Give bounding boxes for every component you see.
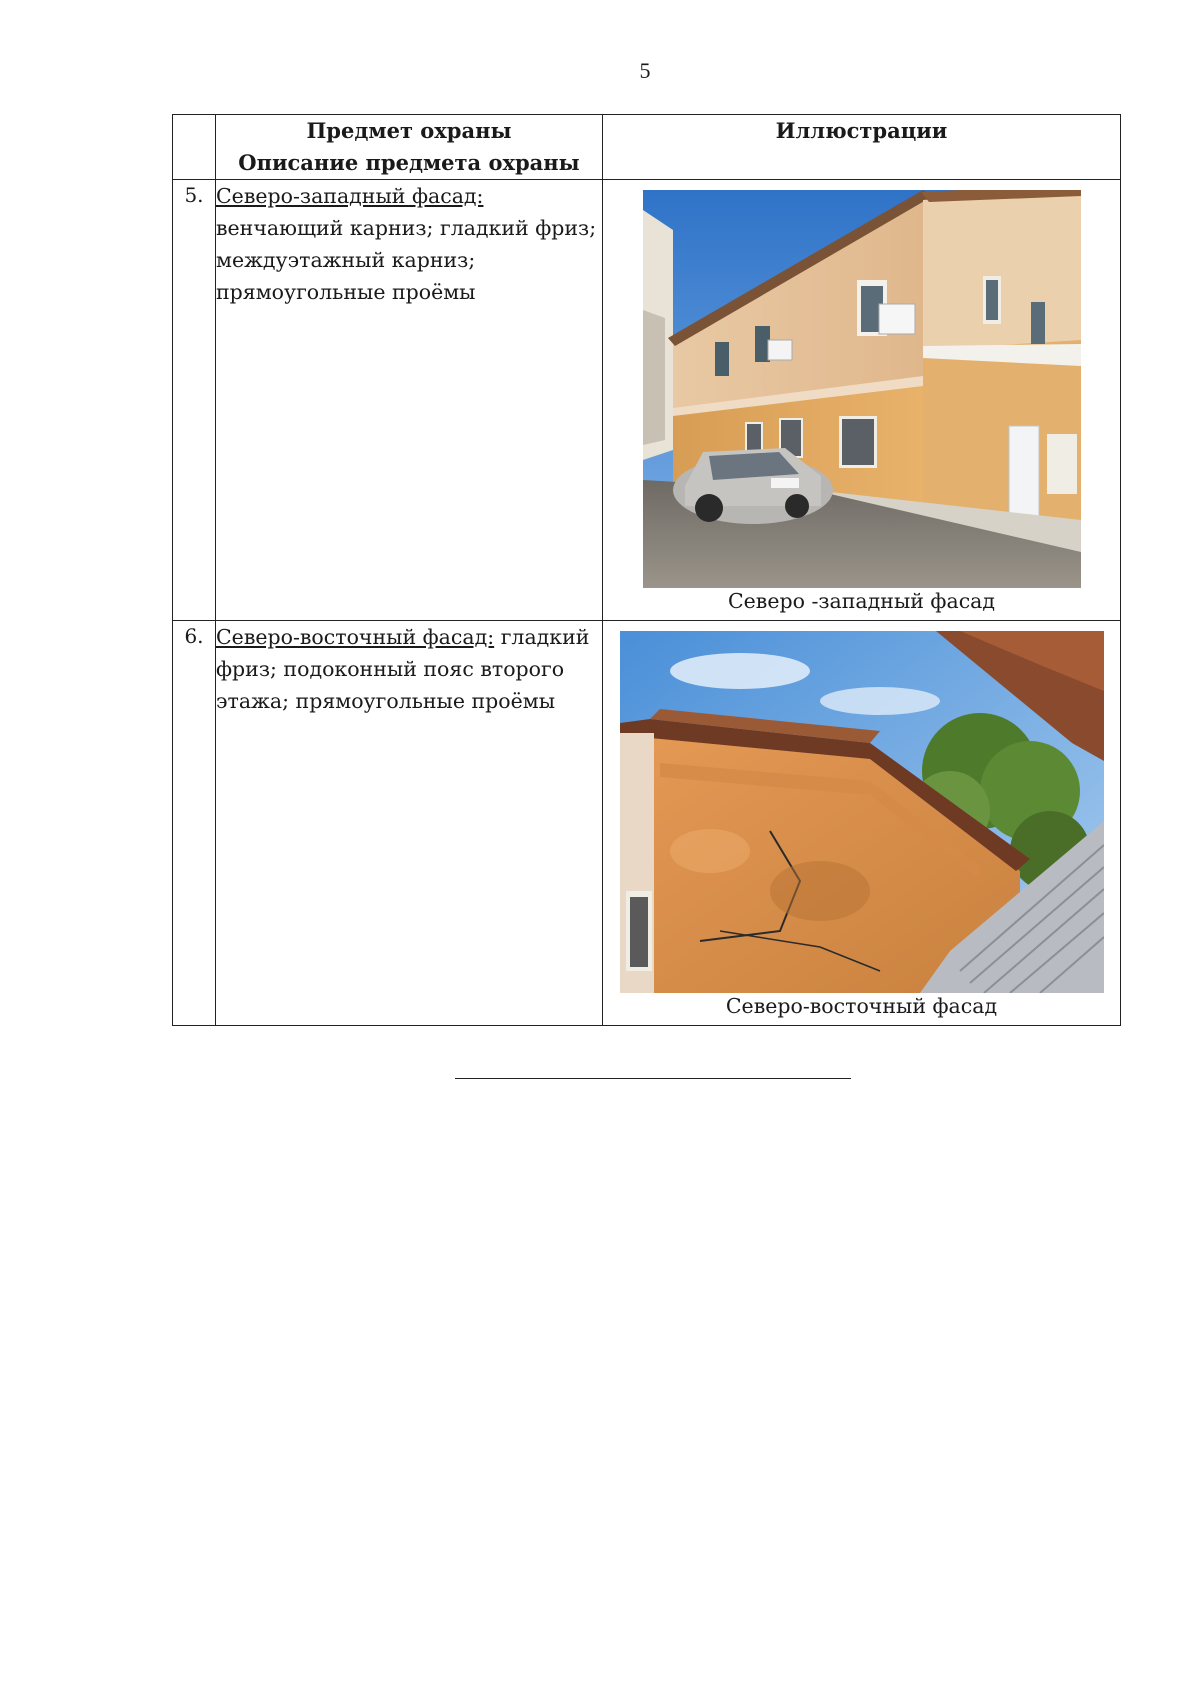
photo-caption: Северо -западный фасад <box>727 589 996 613</box>
row-illustration-cell <box>603 621 1121 1026</box>
row-description-cell <box>216 180 603 621</box>
table-row <box>173 180 1121 621</box>
northwest-facade-photo <box>643 190 1081 588</box>
table-row <box>173 621 1121 1026</box>
table-header-row <box>173 115 1121 180</box>
footer-separator-line <box>455 1078 851 1079</box>
header-subject-title: Предмет охраны <box>306 118 512 143</box>
facade-title: Северо-восточный фасад: <box>216 625 495 649</box>
facade-title: Северо-западный фасад: <box>216 184 484 208</box>
header-number-cell <box>173 115 216 180</box>
northeast-facade-photo <box>620 631 1104 993</box>
photo-caption: Северо-восточный фасад <box>725 994 998 1018</box>
row-description-cell <box>216 621 603 1026</box>
row-number: 6. <box>173 621 216 1026</box>
header-subject-cell <box>216 115 603 180</box>
page-number: 5 <box>639 58 651 83</box>
facade-description: гладкий фриз; подоконный пояс второго этажа; прямоугольные проёмы <box>216 625 590 713</box>
row-illustration-cell <box>603 180 1121 621</box>
header-subject-description: Описание предмета охраны <box>238 150 580 175</box>
protection-subject-table <box>172 114 1121 1026</box>
facade-description: венчающий карниз; гладкий фриз; междуэтажный карниз; прямоугольные проёмы <box>216 216 597 304</box>
row-number: 5. <box>173 180 216 621</box>
header-illustrations-cell: Иллюстрации <box>603 115 1121 180</box>
